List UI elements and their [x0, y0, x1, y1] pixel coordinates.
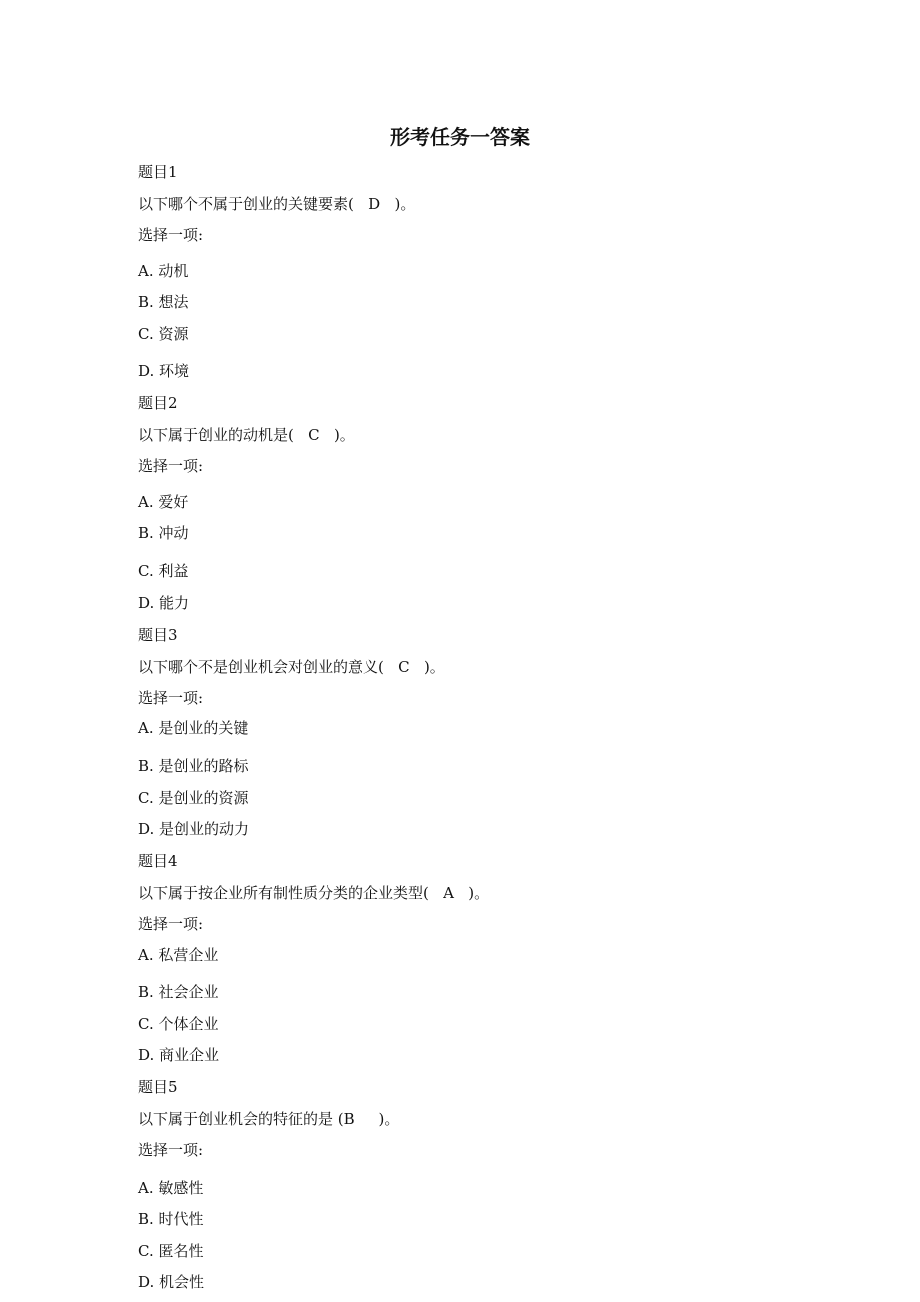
- question-1-option-b: B. 想法: [138, 293, 189, 311]
- question-2-option-c: C. 利益: [138, 562, 189, 580]
- question-4-option-c: C. 个体企业: [138, 1015, 219, 1033]
- question-5-prompt: 选择一项:: [138, 1141, 204, 1159]
- question-2-prompt: 选择一项:: [138, 457, 204, 475]
- question-5-option-d: D. 机会性: [138, 1273, 205, 1291]
- question-4-prompt: 选择一项:: [138, 915, 204, 933]
- question-3-option-d: D. 是创业的动力: [138, 820, 250, 838]
- question-4-option-b: B. 社会企业: [138, 983, 219, 1001]
- question-1-option-d: D. 环境: [138, 362, 190, 380]
- question-4-option-d: D. 商业企业: [138, 1046, 220, 1064]
- question-5-option-a: A. 敏感性: [138, 1179, 204, 1197]
- question-4-heading: 题目4: [138, 852, 178, 870]
- question-2-stem: 以下属于创业的动机是( C )。: [138, 426, 355, 444]
- question-5-option-b: B. 时代性: [138, 1210, 204, 1228]
- question-2-option-d: D. 能力: [138, 594, 190, 612]
- question-1-prompt: 选择一项:: [138, 226, 204, 244]
- question-2-heading: 题目2: [138, 394, 178, 412]
- question-3-option-c: C. 是创业的资源: [138, 789, 249, 807]
- question-1-heading: 题目1: [138, 163, 178, 181]
- question-5-option-c: C. 匿名性: [138, 1242, 204, 1260]
- question-1-option-c: C. 资源: [138, 325, 189, 343]
- question-4-stem: 以下属于按企业所有制性质分类的企业类型( A )。: [138, 884, 490, 902]
- question-1-stem: 以下哪个不属于创业的关键要素( D )。: [138, 195, 416, 213]
- question-3-option-a: A. 是创业的关键: [138, 719, 249, 737]
- question-1-option-a: A. 动机: [138, 262, 189, 280]
- question-2-option-a: A. 爱好: [138, 493, 189, 511]
- question-3-heading: 题目3: [138, 626, 178, 644]
- question-4-option-a: A. 私营企业: [138, 946, 219, 964]
- question-3-option-b: B. 是创业的路标: [138, 757, 249, 775]
- question-5-stem: 以下属于创业机会的特征的是 (B )。: [138, 1110, 400, 1128]
- page-title: 形考任务一答案: [390, 125, 530, 149]
- question-3-prompt: 选择一项:: [138, 689, 204, 707]
- question-3-stem: 以下哪个不是创业机会对创业的意义( C )。: [138, 658, 445, 676]
- question-2-option-b: B. 冲动: [138, 524, 189, 542]
- question-5-heading: 题目5: [138, 1078, 178, 1096]
